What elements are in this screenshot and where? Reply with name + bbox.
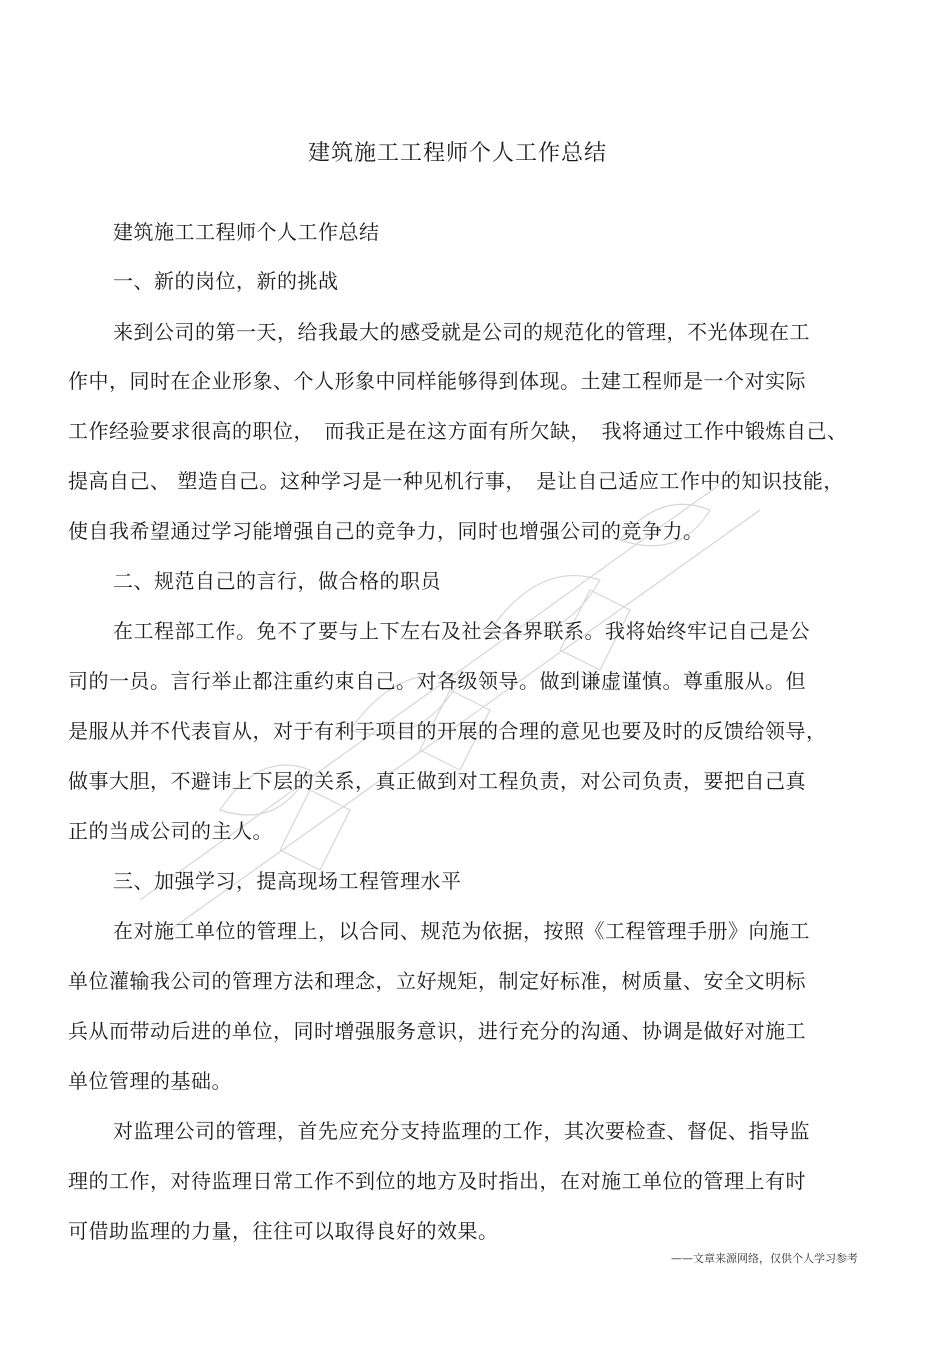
paragraph-line: 对监理公司的管理，首先应充分支持监理的工作，其次要检查、督促、指导监	[113, 1119, 810, 1143]
paragraph-line: 正的当成公司的主人。	[68, 819, 273, 843]
source-footnote: ——文章来源网络，仅供个人学习参考	[671, 1252, 858, 1265]
paragraph-line: 理的工作，对待监理日常工作不到位的地方及时指出，在对施工单位的管理上有时	[68, 1169, 806, 1193]
paragraph-heading: 建筑施工工程师个人工作总结	[113, 220, 380, 244]
paragraph-line: 可借助监理的力量，往往可以取得良好的效果。	[68, 1219, 499, 1243]
paragraph-line: 提高自己、 塑造自己。这种学习是一种见机行事， 是让自己适应工作中的知识技能，	[68, 469, 844, 493]
paragraph-line: 工作经验要求很高的职位， 而我正是在这方面有所欠缺， 我将通过工作中锻炼自己、	[68, 419, 848, 443]
section-heading-2: 二、规范自己的言行，做合格的职员	[113, 569, 441, 593]
paragraph-line: 是服从并不代表盲从，对于有利于项目的开展的合理的意见也要及时的反馈给领导，	[68, 719, 827, 743]
document-title: 建筑施工工程师个人工作总结	[307, 141, 607, 166]
paragraph-line: 来到公司的第一天，给我最大的感受就是公司的规范化的管理，不光体现在工	[113, 320, 810, 344]
paragraph-line: 在对施工单位的管理上，以合同、规范为依据，按照《工程管理手册》向施工	[113, 919, 810, 943]
paragraph-line: 司的一员。言行举止都注重约束自己。对各级领导。做到谦虚谨慎。尊重服从。但	[68, 669, 806, 693]
paragraph-line: 作中，同时在企业形象、个人形象中同样能够得到体现。土建工程师是一个对实际	[68, 369, 806, 393]
paragraph-line: 在工程部工作。免不了要与上下左右及社会各界联系。我将始终牢记自己是公	[113, 619, 810, 643]
section-heading-1: 一、新的岗位，新的挑战	[113, 269, 339, 293]
paragraph-line: 兵从而带动后进的单位，同时增强服务意识，进行充分的沟通、协调是做好对施工	[68, 1019, 806, 1043]
paragraph-line: 做事大胆，不避讳上下层的关系，真正做到对工程负责，对公司负责，要把自己真	[68, 769, 806, 793]
paragraph-line: 单位灌输我公司的管理方法和理念，立好规矩，制定好标准，树质量、安全文明标	[68, 969, 806, 993]
paragraph-line: 单位管理的基础。	[68, 1069, 232, 1093]
paragraph-line: 使自我希望通过学习能增强自己的竞争力，同时也增强公司的竞争力。	[68, 519, 704, 543]
section-heading-3: 三、加强学习，提高现场工程管理水平	[113, 869, 462, 893]
